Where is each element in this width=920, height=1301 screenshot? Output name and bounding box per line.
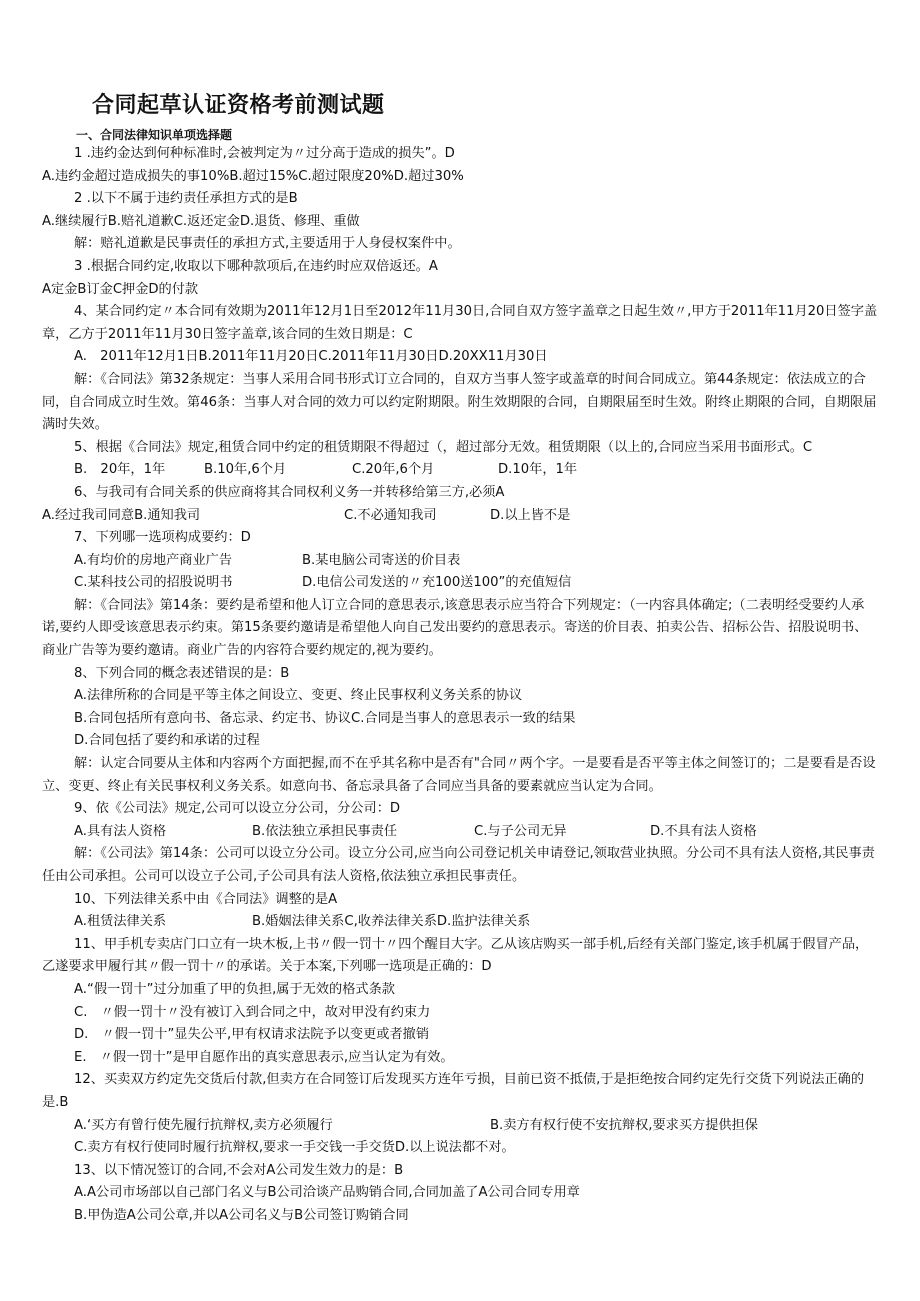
text-line: 解：《公司法》第14条：公司可以设立分公司。设立分公司,应当向公司登记机关申请登记,领取营业执照。分公司不具有法人资格,其民事责任由公司承担。公司可以设立子公司,子公司具有法人资格,依法独立承担民事责任。 bbox=[42, 846, 875, 884]
option-row bbox=[42, 572, 880, 595]
text-line: 解：认定合同要从主体和内容两个方面把握,而不在乎其名称中是否有"合同〃两个字。一是要看是否平等主体之间签订的；二是要看是否设立、变更、终止有关民事权利义务关系。如意向书、备忘录具备了合同应当具备的要素就应当认定为合同。 bbox=[42, 756, 876, 794]
option-text: B. 20年，1年 bbox=[74, 462, 166, 478]
text-line: C.卖方有权行使同时履行抗辩权,要求一手交钱一手交货D.以上说法都不对。 bbox=[74, 1140, 515, 1156]
option-text: C.与子公司无异 bbox=[474, 823, 567, 839]
option-row bbox=[42, 911, 880, 934]
option-text: A.具有法人资格 bbox=[74, 823, 167, 839]
option-row bbox=[42, 459, 880, 482]
document-body bbox=[42, 143, 880, 1228]
text-line: 4、某合同约定〃本合同有效期为2011年12月1日至2012年11月30日,合同自双方签字盖章之日起生效〃,甲方于2011年11月20日签字盖章，乙方于2011年11月30日签字盖章,该合同的生效日期是：C bbox=[42, 304, 878, 342]
text-line: 3 .根据合同约定,收取以下哪种款项后,在违约时应双倍返还。A bbox=[74, 258, 438, 274]
option-row bbox=[42, 505, 880, 528]
text-line: 7、下列哪一选项构成要约：D bbox=[74, 530, 251, 546]
text-line: A. 2011年12月1日B.2011年11月20日C.2011年11月30日D.20XX11月30日 bbox=[74, 349, 548, 365]
option-text: A.经过我司同意B.通知我司 bbox=[42, 507, 201, 523]
text-line: D.合同包括了要约和承诺的过程 bbox=[74, 733, 260, 749]
text-line: 2 .以下不属于违约责任承担方式的是B bbox=[74, 191, 298, 207]
option-text: D.电信公司发送的〃充100送100”的充值短信 bbox=[302, 575, 572, 591]
text-line: A.继续履行B.赔礼道歉C.返还定金D.退货、修理、重做 bbox=[42, 213, 360, 229]
text-line: 1 .违约金达到何种标准时,会被判定为〃过分高于造成的损失”。D bbox=[74, 146, 455, 161]
text-line: 解：赔礼道歉是民事责任的承担方式,主要适用于人身侵权案件中。 bbox=[74, 236, 461, 252]
option-text: B.卖方有权行使不安抗辩权,要求买方提供担保 bbox=[490, 1117, 758, 1133]
section-heading: 一、合同法律知识单项选择题 bbox=[76, 128, 233, 142]
option-row bbox=[42, 1115, 880, 1138]
document-title: 合同起草认证资格考前测试题 bbox=[92, 93, 385, 118]
text-line: A.法律所称的合同是平等主体之间设立、变更、终止民事权利义务关系的协议 bbox=[74, 688, 523, 704]
option-text: D.不具有法人资格 bbox=[650, 823, 757, 839]
text-line: E. 〃假一罚十”是甲自愿作出的真实意思表示,应当认定为有效。 bbox=[74, 1049, 454, 1065]
text-line: 12、买卖双方约定先交货后付款,但卖方在合同签订后发现买方连年亏损，目前已资不抵债,于是拒绝按合同约定先行交货下列说法正确的是.B bbox=[42, 1072, 865, 1110]
option-text: B.某电脑公司寄送的价目表 bbox=[302, 552, 461, 568]
text-line: B.合同包括所有意向书、备忘录、约定书、协议C.合同是当事人的意思表示一致的结果 bbox=[74, 710, 576, 726]
option-text: C.不必通知我司 bbox=[344, 507, 437, 523]
option-text: A.租赁法律关系 bbox=[74, 914, 167, 930]
option-text: B.10年,6个月 bbox=[204, 462, 287, 478]
option-text: D.以上皆不是 bbox=[490, 507, 571, 523]
option-text: A.‘买方有曾行使先履行抗辩权,卖方必须履行 bbox=[74, 1117, 333, 1133]
text-line: A.违约金超过造成损失的事10%B.超过15%C.超过限度20%D.超过30% bbox=[42, 168, 464, 184]
text-line: 解：《合同法》第32条规定：当事人采用合同书形式订立合同的，自双方当事人签字或盖章的时间合同成立。第44条规定：依法成立的合同，自合同成立时生效。第46条：当事人对合同的效力可以约定附期限。附生效期限的合同，自期限届至时生效。附终止期限的合同，自期限届满时失效。 bbox=[42, 371, 877, 433]
option-row bbox=[42, 550, 880, 573]
text-line: 11、甲手机专卖店门口立有一块木板,上书〃假一罚十〃四个醒目大字。乙从该店购买一部手机,后经有关部门鉴定,该手机属于假冒产品，乙遂要求甲履行其〃假一罚十〃的承诺。关于本案,下列哪一选项是正确的：D bbox=[42, 936, 869, 975]
text-line: D. 〃假一罚十”显失公平,甲有权请求法院予以变更或者撤销 bbox=[74, 1027, 430, 1043]
text-line: A.“假一罚十”过分加重了甲的负担,属于无效的格式条款 bbox=[74, 981, 395, 997]
text-line: B.甲伪造A公司公章,并以A公司名义与B公司签订购销合同 bbox=[74, 1207, 409, 1223]
text-line: 6、与我司有合同关系的供应商将其合同权利义务一并转移给第三方,必须A bbox=[74, 484, 505, 500]
option-text: B.依法独立承担民事责任 bbox=[252, 823, 398, 839]
text-line: 解：《合同法》第14条：要约是希望和他人订立合同的意思表示,该意思表示应当符合下列规定：（一内容具体确定;（二表明经受要约人承诺,要约人即受该意思表示约束。第15条要约邀请是希望他人向自己发出要约的意思表示。寄送的价目表、拍卖公告、招标公告、招股说明书、商业广告等为要约邀请。商业广告的内容符合要约规定的,视为要约。 bbox=[42, 597, 868, 659]
text-line: 8、下列合同的概念表述错误的是：B bbox=[74, 665, 290, 681]
option-text: C.某科技公司的招股说明书 bbox=[74, 575, 233, 591]
text-line: 13、以下情况签订的合同,不会对A公司发生效力的是：B bbox=[74, 1162, 404, 1178]
text-line: A.A公司市场部以自己部门名义与B公司洽谈产品购销合同,合同加盖了A公司合同专用章 bbox=[74, 1185, 580, 1201]
text-line: 9、依《公司法》规定,公司可以设立分公司，分公司：D bbox=[74, 801, 401, 817]
option-text: A.有均价的房地产商业广告 bbox=[74, 552, 233, 568]
option-text: D.10年，1年 bbox=[498, 462, 578, 478]
option-text: B.婚姻法律关系C,收养法律关系D.监护法律关系 bbox=[252, 914, 531, 930]
text-line: 10、下列法律关系中由《合同法》调整的是A bbox=[74, 891, 338, 907]
option-row bbox=[42, 821, 880, 844]
option-text: C.20年,6个月 bbox=[352, 462, 435, 478]
text-line: A定金B订金C押金D的付款 bbox=[42, 281, 199, 297]
text-line: C. 〃假一罚十〃没有被订入到合同之中，故对甲没有约束力 bbox=[74, 1004, 431, 1020]
text-line: 5、根据《合同法》规定,租赁合同中约定的租赁期限不得超过（，超过部分无效。租赁期限（以上的,合同应当采用书面形式。C bbox=[74, 439, 813, 455]
